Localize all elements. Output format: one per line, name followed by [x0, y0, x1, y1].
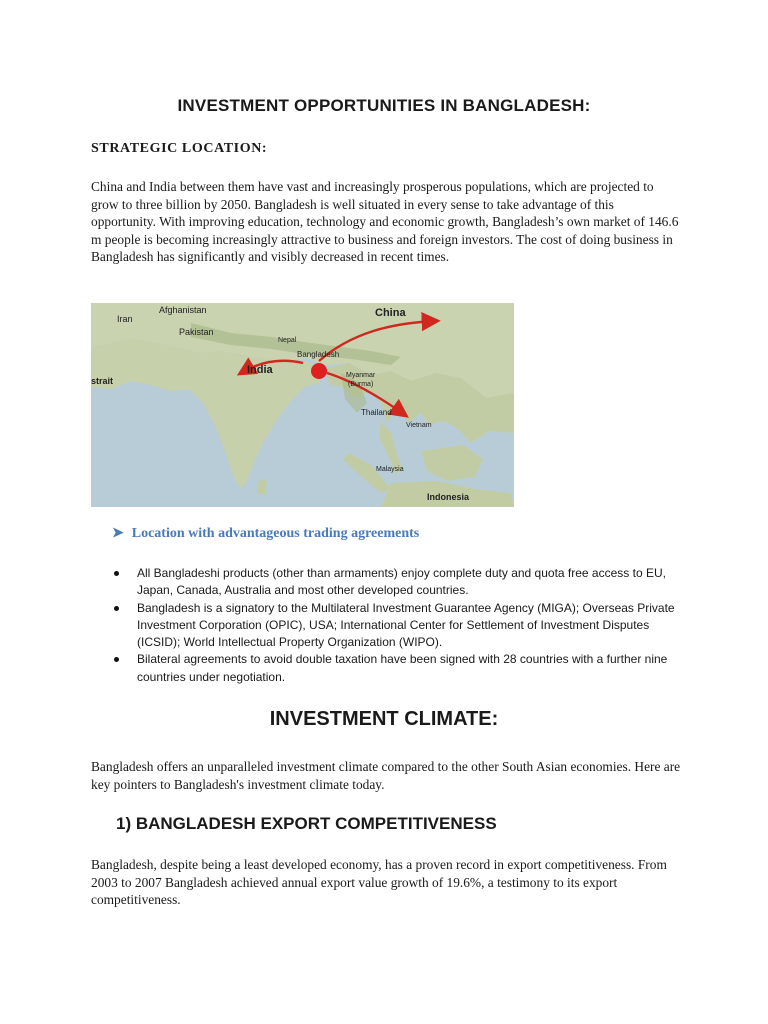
export-competitiveness-heading: 1) BANGLADESH EXPORT COMPETITIVENESS [116, 814, 497, 833]
list-item [112, 651, 682, 686]
bullet-dot-icon [114, 571, 119, 576]
map-label-india: India [247, 364, 273, 376]
map-label-strait: strait [91, 376, 114, 386]
map-label-pakistan: Pakistan [179, 327, 214, 337]
map-label-myanmar: Myanmar [346, 372, 376, 379]
page-title: INVESTMENT OPPORTUNITIES IN BANGLADESH: [177, 96, 591, 115]
list-item [112, 600, 682, 652]
bullet-dot-icon [114, 657, 119, 662]
map-label-bangladesh: Bangladesh [297, 350, 340, 359]
arrow-bullet-icon: ➤ [112, 526, 124, 541]
map-label-afghanistan: Afghanistan [159, 305, 207, 315]
bullet-dot-icon [114, 606, 119, 611]
map-label-iran: Iran [117, 314, 133, 324]
list-item [112, 565, 682, 600]
trading-agreements-heading-text: Location with advantageous trading agreements [131, 526, 420, 541]
bangladesh-marker [311, 363, 327, 379]
map-label-burma: (Burma) [348, 381, 374, 388]
trading-agreements-list [112, 565, 682, 686]
export-competitiveness-paragraph: Bangladesh, despite being a least developed economy, has a proven record in export competitiveness. From 2003 to 2007 Bangladesh achieved annual export value growth of 19.6%, a testimony to its export competitiveness. [91, 857, 667, 908]
map-label-thailand: Thailand [361, 408, 392, 417]
list-item-text: Bangladesh is a signatory to the Multilateral Investment Guarantee Agency (MIGA); Overseas Private Investment Corporation (OPIC), USA; International Center for Settlement of Investment Disputes (ICSID); World Intellectual Property Organization (WIPO). [137, 600, 675, 650]
list-item-text: All Bangladeshi products (other than armaments) enjoy complete duty and quota free access to EU, Japan, Canada, Australia and most other developed countries. [137, 566, 666, 598]
section-heading-strategic-location: STRATEGIC LOCATION: [91, 141, 268, 156]
map-label-indonesia: Indonesia [427, 492, 470, 502]
investment-climate-heading: INVESTMENT CLIMATE: [269, 708, 499, 730]
trading-agreements-heading [112, 525, 419, 542]
map-label-vietnam: Vietnam [406, 422, 432, 429]
map-label-malaysia: Malaysia [376, 466, 404, 473]
strategic-location-paragraph: China and India between them have vast and increasingly prosperous populations, which are projected to grow to three billion by 2050. Bangladesh is well situated in every sense to take advantage of this opportunity. With improving education, technology and economic growth, Bangladesh’s own market of 146.6 m people is becoming increasingly attractive to business and foreign investors. The cost of doing business in Bangladesh has significantly and visibly decreased in recent times. [91, 179, 679, 265]
regional-map [91, 303, 514, 507]
map-label-nepal: Nepal [278, 337, 297, 344]
investment-climate-paragraph: Bangladesh offers an unparalleled investment climate compared to the other South Asian economies. Here are key pointers to Bangladesh's investment climate today. [91, 759, 681, 792]
regional-map-graphic [91, 303, 514, 507]
list-item-text: Bilateral agreements to avoid double taxation have been signed with 28 countries with a further nine countries under negotiation. [137, 652, 668, 684]
map-label-china: China [375, 307, 406, 319]
